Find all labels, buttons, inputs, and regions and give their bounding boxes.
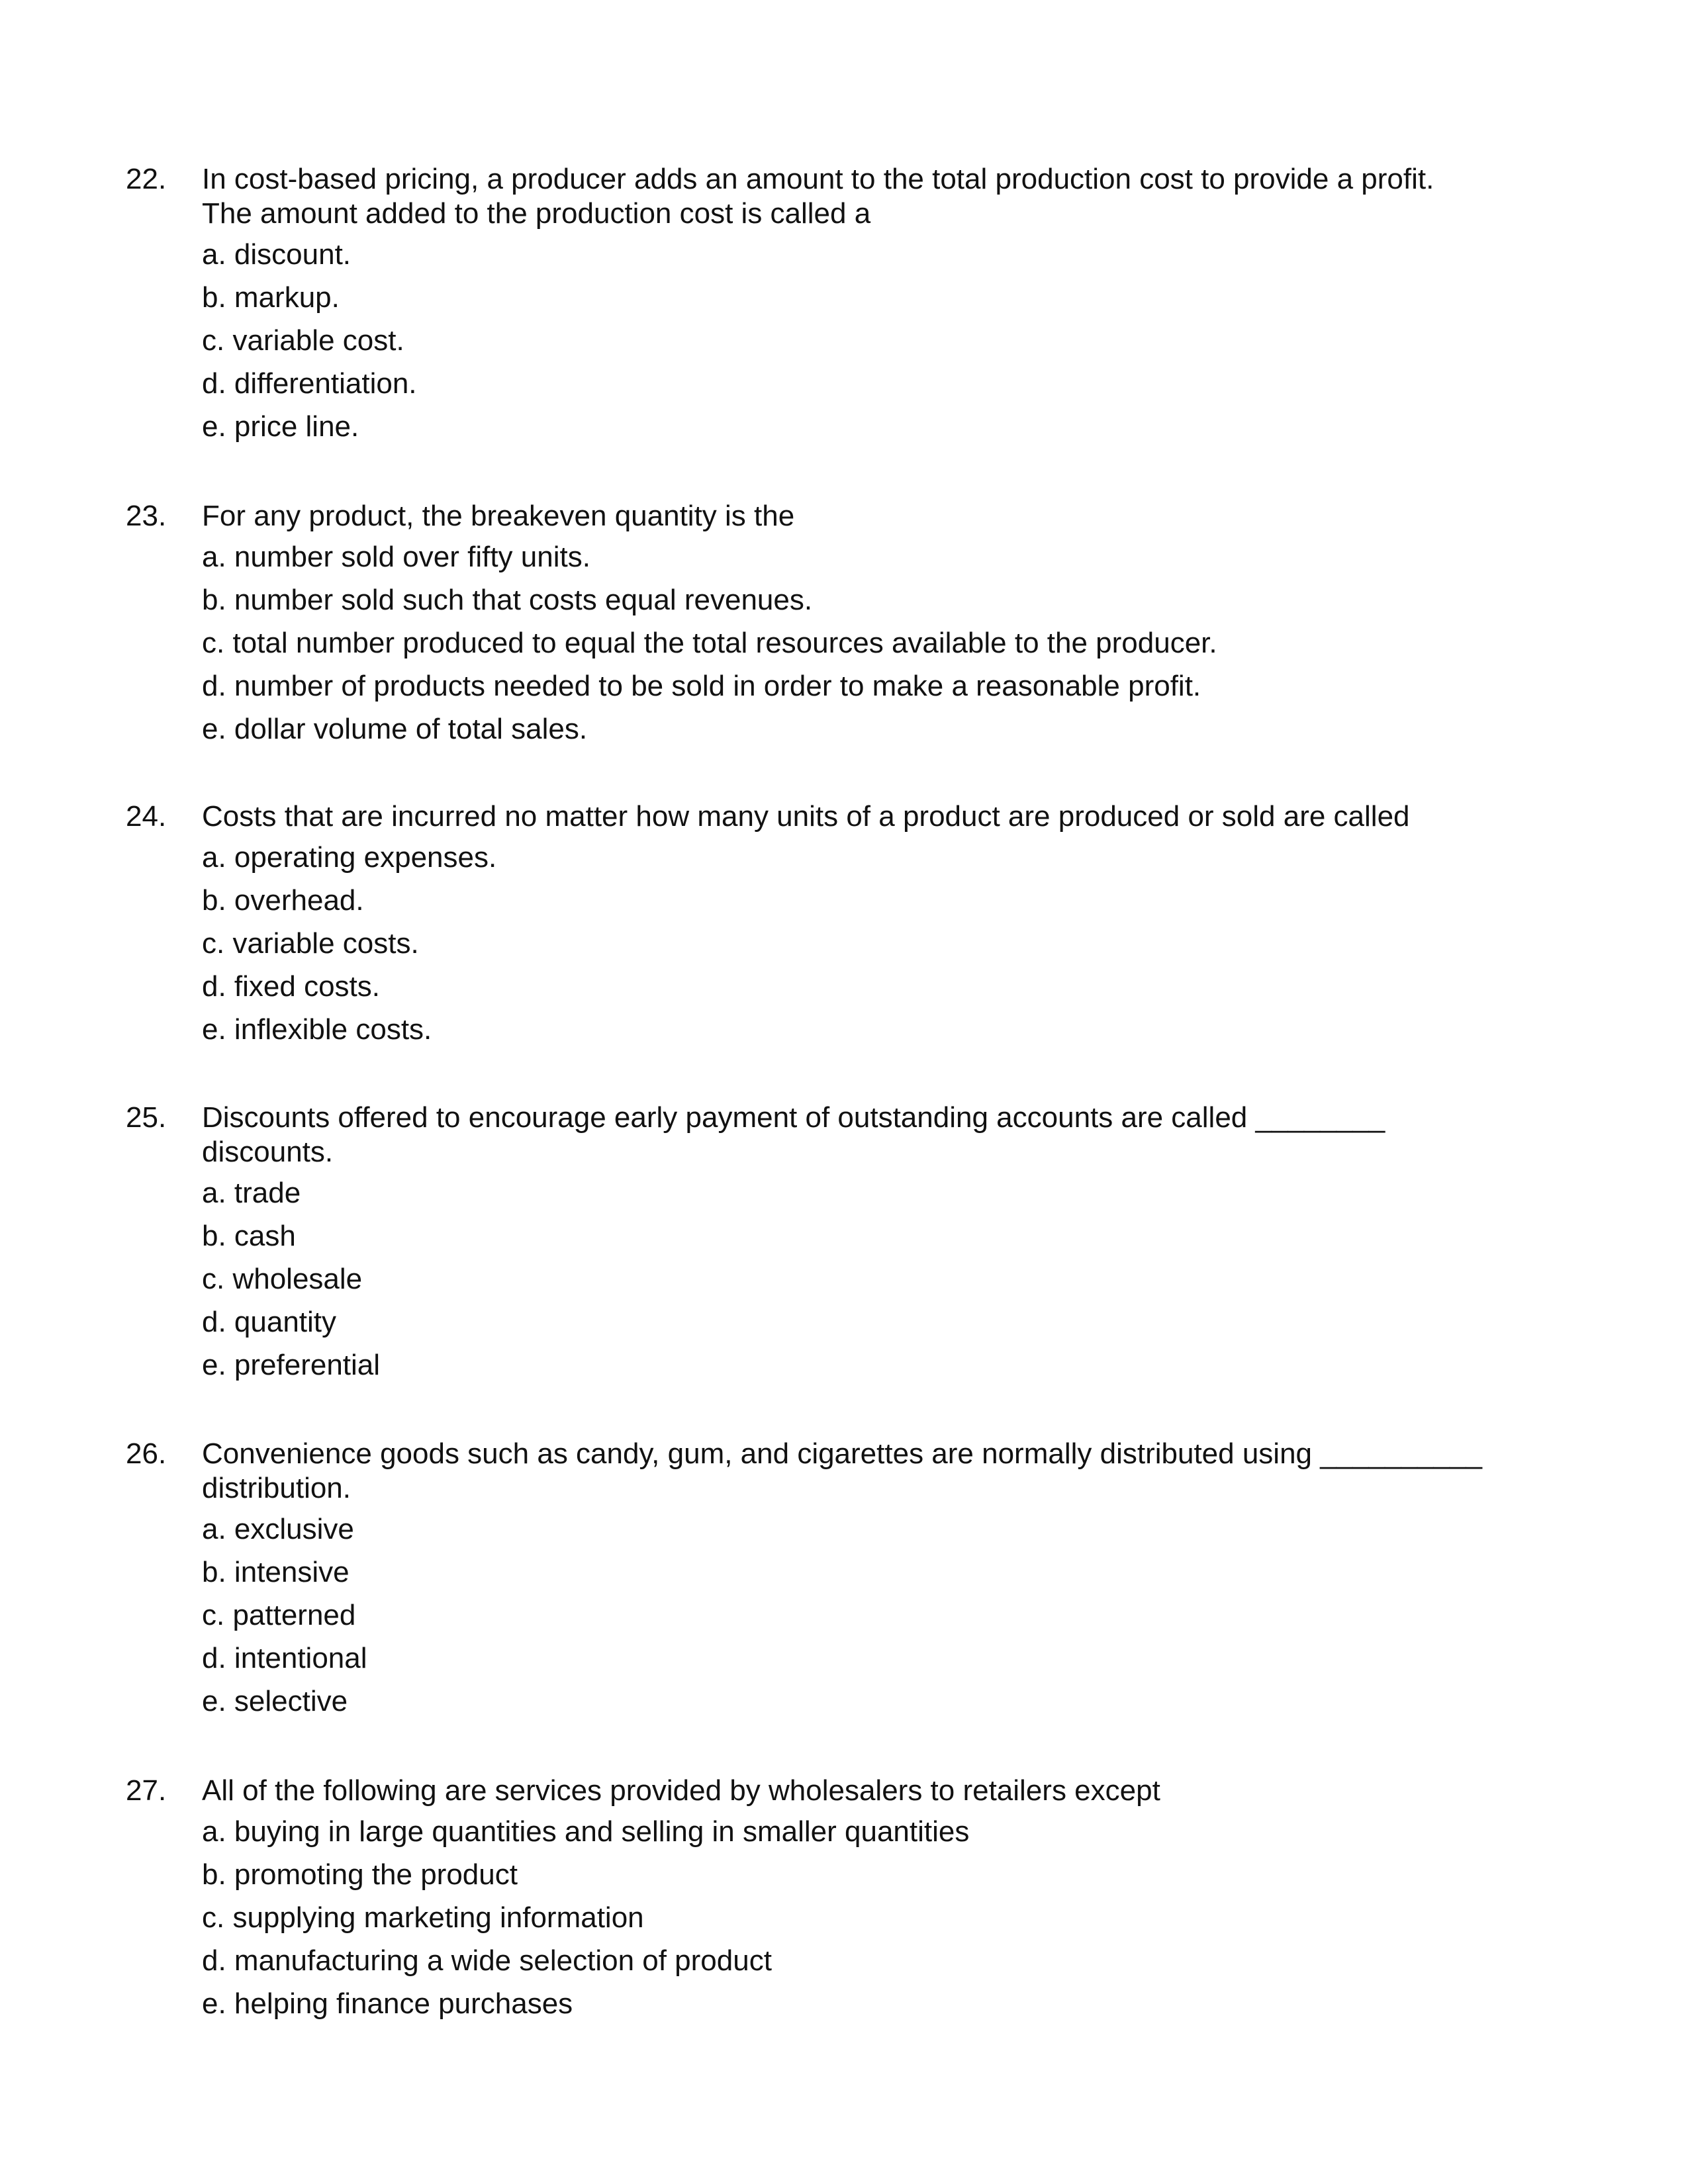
question-number: 23. (126, 500, 167, 532)
question-stem: All of the following are services provided by wholesalers to retailers except (202, 1774, 1160, 1807)
option-d: d. differentiation. (202, 367, 417, 400)
question-26 (126, 1437, 1582, 1727)
option-e: e. inflexible costs. (202, 1013, 432, 1046)
option-b: b. intensive (202, 1556, 350, 1588)
option-d: d. manufacturing a wide selection of product (202, 1944, 772, 1977)
option-c: c. patterned (202, 1599, 356, 1631)
question-stem: Costs that are incurred no matter how many units of a product are produced or sold are called (202, 800, 1410, 833)
option-a: a. trade (202, 1177, 301, 1209)
option-e: e. selective (202, 1685, 348, 1717)
question-stem: In cost-based pricing, a producer adds an amount to the total production cost to provide a profit. The amount added to the production cost is called a (202, 163, 1434, 230)
option-a: a. buying in large quantities and selling in smaller quantities (202, 1815, 970, 1848)
option-c: c. wholesale (202, 1263, 363, 1295)
option-c: c. total number produced to equal the total resources available to the producer. (202, 627, 1217, 659)
option-b: b. overhead. (202, 884, 364, 917)
option-d: d. quantity (202, 1306, 337, 1338)
option-d: d. fixed costs. (202, 970, 381, 1003)
option-e: e. dollar volume of total sales. (202, 713, 588, 745)
option-b: b. promoting the product (202, 1858, 518, 1891)
option-e: e. price line. (202, 410, 359, 443)
question-stem: Discounts offered to encourage early payment of outstanding accounts are called ________ discounts. (202, 1101, 1385, 1168)
option-b: b. number sold such that costs equal revenues. (202, 584, 813, 616)
option-a: a. number sold over fifty units. (202, 541, 590, 573)
question-24 (126, 799, 1582, 1056)
option-b: b. markup. (202, 281, 340, 314)
question-number: 25. (126, 1101, 167, 1134)
option-a: a. operating expenses. (202, 841, 497, 874)
option-a: a. discount. (202, 238, 352, 271)
question-number: 22. (126, 163, 167, 195)
question-number: 26. (126, 1437, 167, 1470)
option-b: b. cash (202, 1220, 296, 1252)
option-e: e. helping finance purchases (202, 1987, 573, 2020)
option-a: a. exclusive (202, 1513, 354, 1545)
option-c: c. variable cost. (202, 324, 404, 357)
question-number: 27. (126, 1774, 167, 1807)
option-list (202, 1176, 1582, 1383)
option-c: c. supplying marketing information (202, 1901, 644, 1934)
question-number: 24. (126, 800, 167, 833)
option-e: e. preferential (202, 1349, 381, 1381)
option-list (202, 238, 1582, 444)
question-22 (126, 162, 1582, 453)
option-list (202, 1815, 1582, 2021)
option-d: d. number of products needed to be sold in order to make a reasonable profit. (202, 670, 1201, 702)
question-stem: For any product, the breakeven quantity is the (202, 500, 795, 532)
option-c: c. variable costs. (202, 927, 419, 960)
option-list (202, 1512, 1582, 1719)
option-list (202, 841, 1582, 1047)
question-27 (126, 1774, 1582, 2030)
question-23 (126, 499, 1582, 755)
option-d: d. intentional (202, 1642, 367, 1674)
question-stem: Convenience goods such as candy, gum, and cigarettes are normally distributed using __________ distribution. (202, 1437, 1482, 1504)
question-25 (126, 1101, 1582, 1391)
option-list (202, 540, 1582, 747)
